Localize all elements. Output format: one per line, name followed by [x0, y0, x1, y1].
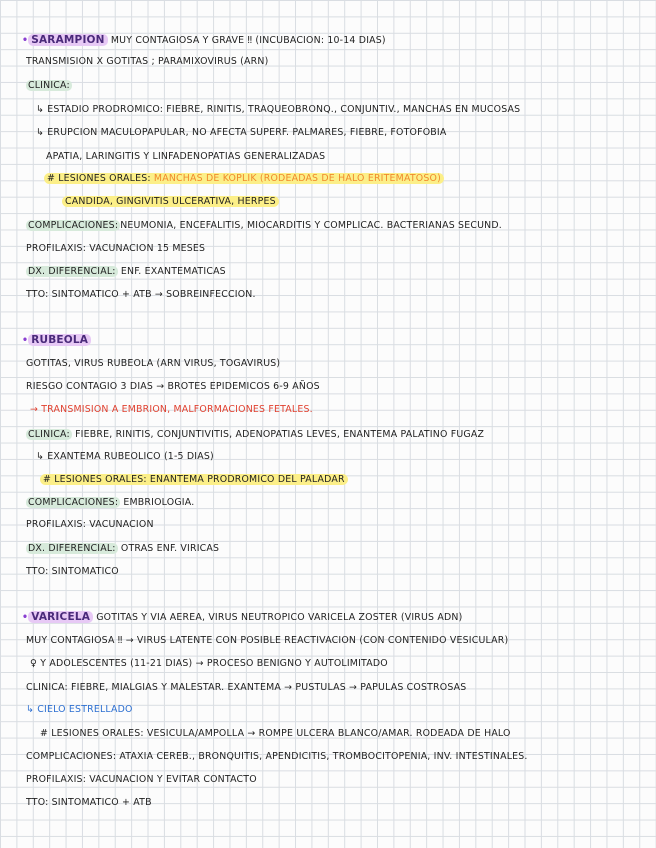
sarampion-lesiones-extra: CANDIDA, GINGIVITIS ULCERATIVA, HERPES	[62, 194, 656, 210]
rubeola-title: RUBEOLA	[28, 334, 91, 346]
sarampion-lesiones	[44, 171, 656, 187]
bullet-icon: •	[22, 35, 29, 46]
varicela-cielo: ↳ CIELO ESTRELLADO	[26, 704, 133, 715]
sarampion-profilaxis: PROFILAXIS: VACUNACION 15 MESES	[26, 243, 206, 254]
rubeola-riesgo: RIESGO CONTAGIO 3 DIAS → BROTES EPIDEMICOS 6-9 AÑOS	[26, 381, 320, 392]
sarampion-apatia: APATIA, LARINGITIS Y LINFADENOPATIAS GENERALIZADAS	[46, 151, 326, 162]
rubeola-tto: TTO: SINTOMATICO	[26, 566, 119, 577]
clinica-label: CLINICA:	[28, 80, 70, 91]
sarampion-tto: TTO: SINTOMATICO + ATB → SOBREINFECCION.	[26, 289, 256, 300]
sarampion-header	[22, 32, 656, 48]
sarampion-complicaciones: COMPLICACIONES: NEUMONIA, ENCEFALITIS, MIOCARDITIS Y COMPLICAC. BACTERIANAS SECUND.	[28, 220, 502, 231]
varicela-header: • VARICELA GOTITAS Y VIA AEREA, VIRUS NEUTROPICO VARICELA ZOSTER (VIRUS ADN)	[22, 611, 463, 623]
bullet-icon: •	[22, 335, 29, 346]
sarampion-header-text: MUY CONTAGIOSA Y GRAVE ‼ (INCUBACION: 10-14 DIAS)	[110, 35, 386, 46]
rubeola-embrion: → TRANSMISION A EMBRION, MALFORMACIONES FETALES.	[30, 404, 313, 415]
varicela-clinica: CLINICA: FIEBRE, MIALGIAS Y MALESTAR. EXANTEMA → PUSTULAS → PAPULAS COSTROSAS	[26, 682, 467, 693]
rubeola-header	[22, 332, 656, 348]
varicela-contagiosa: MUY CONTAGIOSA ‼ → VIRUS LATENTE CON POSIBLE REACTIVACION (CON CONTENIDO VESICULAR)	[26, 635, 509, 646]
varicela-tto: TTO: SINTOMATICO + ATB	[26, 797, 152, 808]
rubeola-lesiones: # LESIONES ORALES: ENANTEMA PRODROMICO DEL PALADAR	[40, 472, 656, 488]
lesiones-label: # LESIONES ORALES:	[47, 173, 151, 184]
bullet-icon: •	[22, 612, 29, 623]
varicela-complicaciones: COMPLICACIONES: ATAXIA CEREB., BRONQUITIS, APENDICITIS, TROMBOCITOPENIA, INV. INTESTINALES.	[26, 751, 528, 762]
sarampion-dx: DX. DIFERENCIAL: ENF. EXANTEMATICAS	[28, 266, 226, 277]
sarampion-prodromico: ↳ ESTADIO PRODROMICO: FIEBRE, RINITIS, TRAQUEOBRONQ., CONJUNTIV., MANCHAS EN MUCOSAS	[36, 104, 521, 115]
koplik-text: MANCHAS DE KOPLIK (RODEADAS DE HALO ERITEMATOSO)	[153, 173, 441, 184]
sarampion-clinica	[26, 78, 656, 94]
sarampion-transmision: TRANSMISION X GOTITAS ; PARAMIXOVIRUS (ARN)	[26, 56, 269, 67]
rubeola-clinica: CLINICA: FIEBRE, RINITIS, CONJUNTIVITIS, ADENOPATIAS LEVES, ENANTEMA PALATINO FUGAZ	[28, 429, 485, 440]
varicela-profilaxis: PROFILAXIS: VACUNACION Y EVITAR CONTACTO	[26, 774, 257, 785]
rubeola-transmision: GOTITAS, VIRUS RUBEOLA (ARN VIRUS, TOGAVIRUS)	[26, 358, 281, 369]
rubeola-dx: DX. DIFERENCIAL: OTRAS ENF. VIRICAS	[28, 543, 220, 554]
sarampion-title: SARAMPION	[28, 34, 107, 46]
varicela-adolescentes: ♀ Y ADOLESCENTES (11-21 DIAS) → PROCESO BENIGNO Y AUTOLIMITADO	[30, 658, 388, 669]
rubeola-exantema: ↳ EXANTEMA RUBEOLICO (1-5 DIAS)	[36, 451, 214, 462]
rubeola-profilaxis: PROFILAXIS: VACUNACION	[26, 519, 154, 530]
sarampion-erupcion: ↳ ERUPCION MACULOPAPULAR, NO AFECTA SUPERF. PALMARES, FIEBRE, FOTOFOBIA	[36, 127, 447, 138]
varicela-lesiones: # LESIONES ORALES: VESICULA/AMPOLLA → ROMPE ULCERA BLANCO/AMAR. RODEADA DE HALO	[40, 728, 511, 739]
rubeola-complicaciones: COMPLICACIONES: EMBRIOLOGIA.	[28, 497, 195, 508]
varicela-title: VARICELA	[28, 611, 93, 623]
